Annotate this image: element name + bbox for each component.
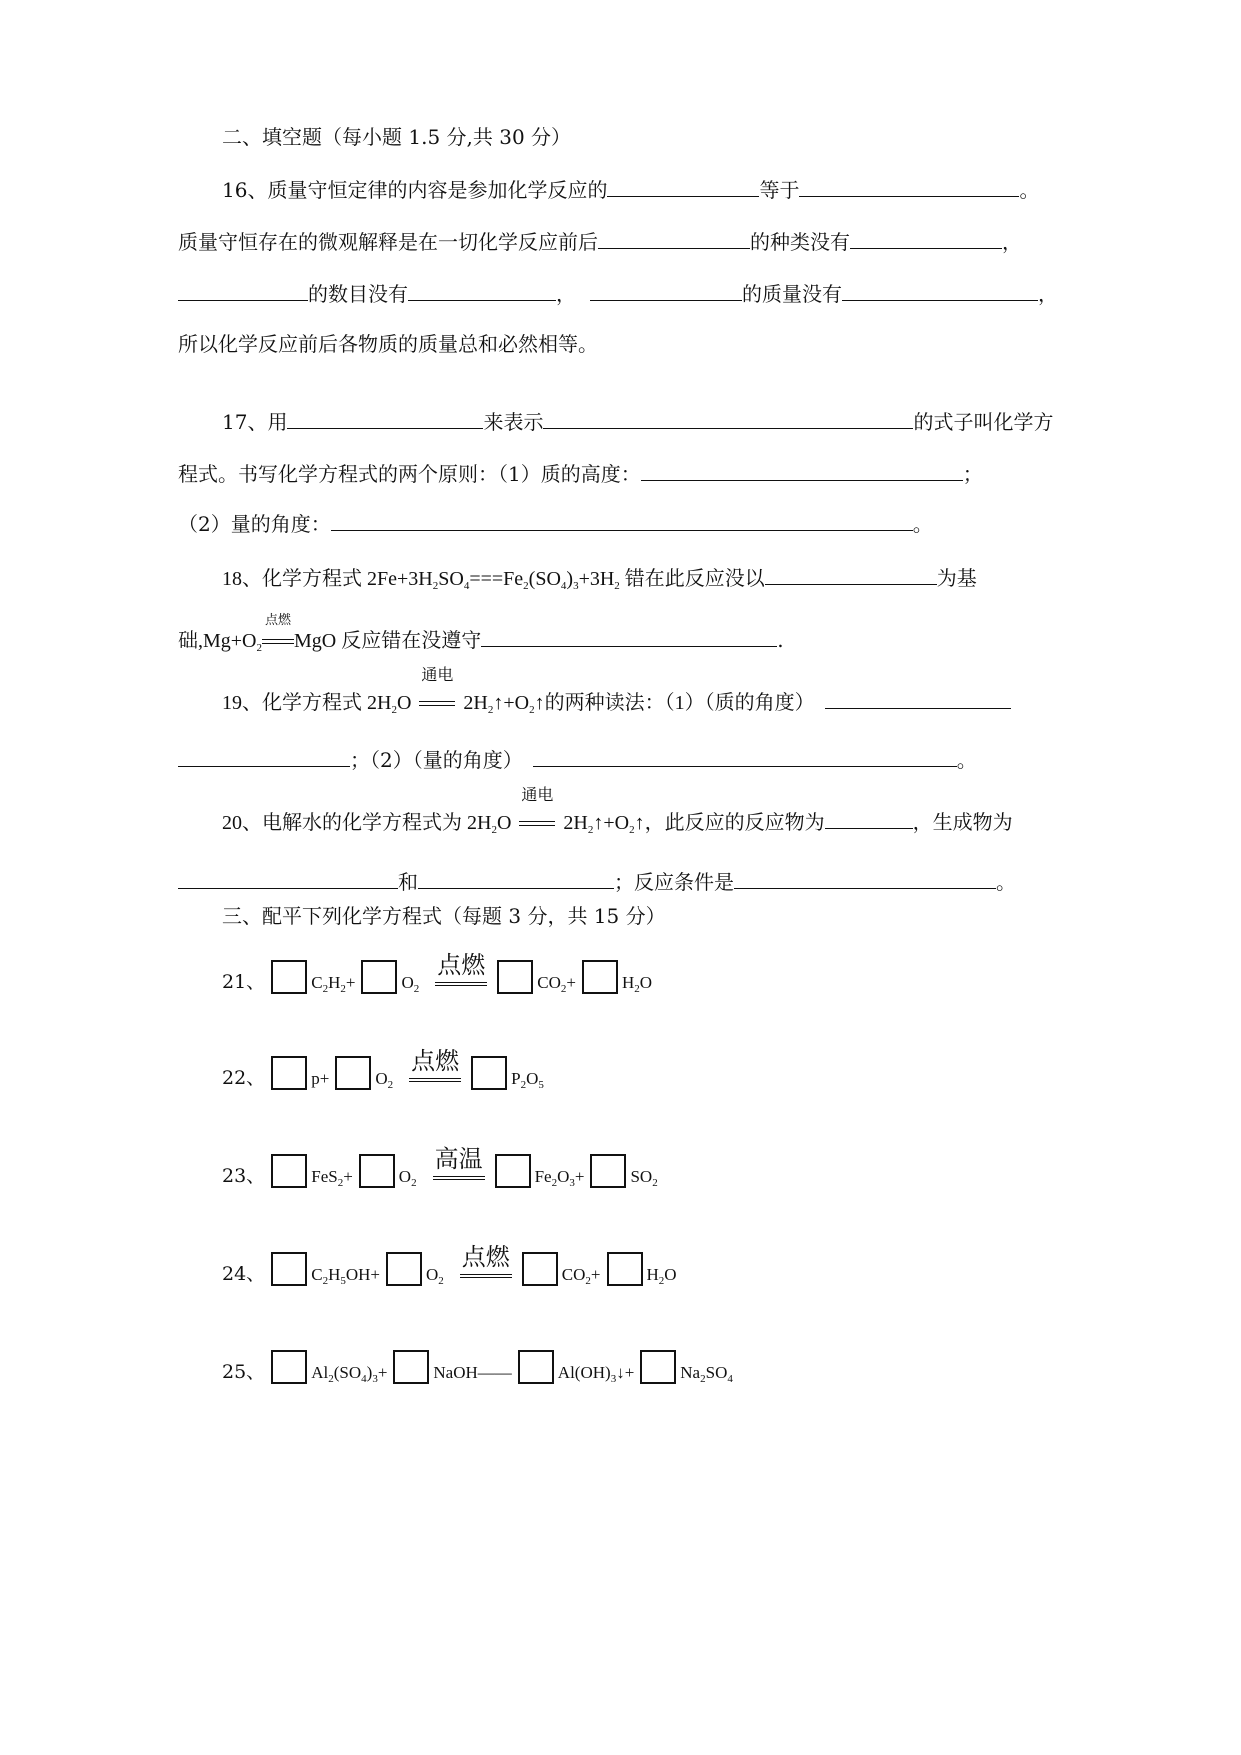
coefficient-box[interactable]: [582, 960, 618, 994]
answer-blank[interactable]: [178, 744, 350, 767]
equation-22: [222, 1047, 550, 1091]
coefficient-box[interactable]: [393, 1350, 429, 1384]
question-16-line-4: [178, 330, 598, 358]
question-20-line-1: [222, 785, 1013, 837]
formula: FeS$_2$+: [311, 1167, 353, 1189]
question-number: 23、: [222, 1165, 266, 1187]
question-text: 所以化学反应前后各物质的质量总和必然相等。: [178, 332, 598, 356]
question-text: ，生成物为: [912, 810, 1013, 834]
question-text: 程式。书写化学方程式的两个原则：（1）质的高度：: [178, 462, 641, 486]
coefficient-box[interactable]: [607, 1252, 643, 1286]
question-text: ；: [962, 462, 983, 486]
coefficient-box[interactable]: [271, 960, 307, 994]
question-number: 21、: [222, 971, 266, 993]
question-text: 。: [996, 870, 1016, 894]
question-number: 25、: [222, 1361, 266, 1383]
coefficient-box[interactable]: [522, 1252, 558, 1286]
question-text: 和: [398, 870, 418, 894]
question-text: .: [777, 628, 784, 652]
formula: $Na_2SO_4$: [680, 1363, 733, 1385]
equation-25: [222, 1350, 739, 1384]
question-text: 的种类没有: [750, 230, 850, 254]
question-text: 19、化学方程式 $2H_2O$: [222, 692, 412, 716]
answer-blank[interactable]: [850, 226, 1002, 249]
formula: $O_2$: [375, 1069, 394, 1091]
question-text: 的式子叫化学方: [913, 410, 1054, 434]
question-text: ，: [1002, 230, 1022, 254]
section-heading: [222, 902, 666, 930]
question-19-line-1: [222, 665, 1011, 717]
question-text: 。: [912, 512, 933, 536]
answer-blank[interactable]: [543, 406, 913, 429]
question-text: 16、质量守恒定律的内容是参加化学反应的: [222, 178, 608, 202]
reaction-condition: 点燃: [460, 1252, 512, 1286]
formula: NaOH——: [433, 1363, 512, 1382]
coefficient-box[interactable]: [471, 1056, 507, 1090]
question-text: 17、用: [222, 410, 288, 434]
question-17-line-3: [178, 508, 933, 538]
answer-blank[interactable]: [178, 278, 308, 301]
reaction-condition: 点燃: [435, 960, 487, 994]
answer-blank[interactable]: [734, 866, 996, 889]
answer-blank[interactable]: [825, 806, 913, 829]
question-text: 质量守恒存在的微观解释是在一切化学反应前后: [178, 230, 598, 254]
section-heading: [222, 123, 571, 151]
answer-blank[interactable]: [598, 226, 750, 249]
answer-blank[interactable]: [331, 508, 913, 531]
answer-blank[interactable]: [408, 278, 556, 301]
formula: $Al(OH)_3↓+$: [557, 1363, 635, 1385]
answer-blank[interactable]: [842, 278, 1038, 301]
question-17-line-2: [178, 458, 983, 488]
question-text: 18、化学方程式 $2Fe+3H_2SO_4===Fe_2(SO_4)_3+3H_2$ 错在此反应没以: [222, 568, 765, 592]
formula: $C_2H_5OH+$: [311, 1265, 381, 1287]
question-text: $2H_2↑+O_2↑$，此反应的反应物为: [563, 812, 825, 836]
coefficient-box[interactable]: [590, 1154, 626, 1188]
answer-blank[interactable]: [481, 624, 777, 647]
question-text: 。: [956, 748, 977, 772]
question-16-line-3: [178, 278, 1058, 308]
answer-blank[interactable]: [641, 458, 963, 481]
answer-blank[interactable]: [533, 744, 957, 767]
coefficient-box[interactable]: [495, 1154, 531, 1188]
reaction-condition: 通电: [417, 688, 457, 716]
equation-24: [222, 1243, 683, 1287]
formula: $O_2$: [398, 1167, 417, 1189]
coefficient-box[interactable]: [271, 1252, 307, 1286]
formula: $C_2H_2+$: [311, 973, 356, 995]
formula: $O_2$: [401, 973, 420, 995]
question-20-line-2: [178, 866, 1016, 896]
formula: $Al_2(SO_4)_3+$: [311, 1363, 388, 1385]
coefficient-box[interactable]: [386, 1252, 422, 1286]
question-text: 的质量没有: [742, 282, 842, 306]
question-number: 24、: [222, 1263, 266, 1285]
formula: $H_2O$: [621, 973, 653, 995]
coefficient-box[interactable]: [271, 1350, 307, 1384]
question-text: 等于: [759, 178, 800, 202]
formula: $Fe_2O_3+$: [534, 1167, 585, 1189]
coefficient-box[interactable]: [335, 1056, 371, 1090]
question-text: 为基: [936, 566, 977, 590]
question-18-line-1: [222, 562, 977, 593]
equation-23: [222, 1145, 664, 1189]
formula: $SO_2$: [630, 1167, 658, 1189]
question-text: ；反应条件是: [614, 870, 734, 894]
equation-21: [222, 951, 658, 995]
question-17-line-1: [222, 406, 1053, 436]
answer-blank[interactable]: [607, 174, 759, 197]
question-number: 22、: [222, 1067, 266, 1089]
coefficient-box[interactable]: [497, 960, 533, 994]
section-heading-text: 二、填空题（每小题 1.5 分,共 30 分）: [222, 125, 572, 149]
formula: $CO_2+$: [537, 973, 576, 995]
coefficient-box[interactable]: [640, 1350, 676, 1384]
formula: $H_2O$: [646, 1265, 677, 1287]
coefficient-box[interactable]: [271, 1154, 307, 1188]
answer-blank[interactable]: [825, 686, 1011, 709]
reaction-condition: 高温: [433, 1154, 485, 1188]
answer-blank[interactable]: [590, 278, 742, 301]
answer-blank[interactable]: [799, 174, 1019, 197]
question-text: 来表示: [483, 410, 544, 434]
answer-blank[interactable]: [178, 866, 398, 889]
question-text: 20、电解水的化学方程式为 $2H_2O$: [222, 812, 512, 836]
formula: $CO_2+$: [561, 1265, 601, 1287]
section-heading-text: 三、配平下列化学方程式（每题 3 分，共 15 分）: [222, 904, 666, 928]
question-16-line-1: [222, 174, 1039, 204]
formula: $P_2O_5$: [511, 1069, 544, 1091]
reaction-condition: 点燃: [409, 1056, 461, 1090]
question-text: ，: [1038, 282, 1058, 306]
question-text: $2H_2↑+O_2↑$的两种读法：（1）（质的角度）: [463, 692, 815, 716]
question-text: MgO 反应错在没遵守: [294, 630, 482, 652]
answer-blank[interactable]: [765, 562, 937, 585]
question-19-line-2: [178, 744, 977, 774]
coefficient-box[interactable]: [271, 1056, 307, 1090]
question-text: 础$,Mg+O_2$: [178, 630, 263, 654]
question-18-line-2: [178, 613, 784, 655]
answer-blank[interactable]: [287, 406, 483, 429]
coefficient-box[interactable]: [361, 960, 397, 994]
question-text: ，: [556, 282, 576, 306]
reaction-condition: 点燃: [262, 626, 294, 654]
answer-blank[interactable]: [418, 866, 614, 889]
coefficient-box[interactable]: [359, 1154, 395, 1188]
formula: $O_2$: [426, 1265, 444, 1287]
question-text: ；（2）（量的角度）: [350, 748, 523, 772]
question-16-line-2: [178, 226, 1022, 256]
question-text: 的数目没有: [308, 282, 408, 306]
question-text: 。: [1019, 178, 1040, 202]
reaction-condition: 通电: [517, 808, 557, 836]
question-text: （2）量的角度：: [178, 512, 331, 536]
formula: p+: [311, 1069, 330, 1088]
coefficient-box[interactable]: [518, 1350, 554, 1384]
